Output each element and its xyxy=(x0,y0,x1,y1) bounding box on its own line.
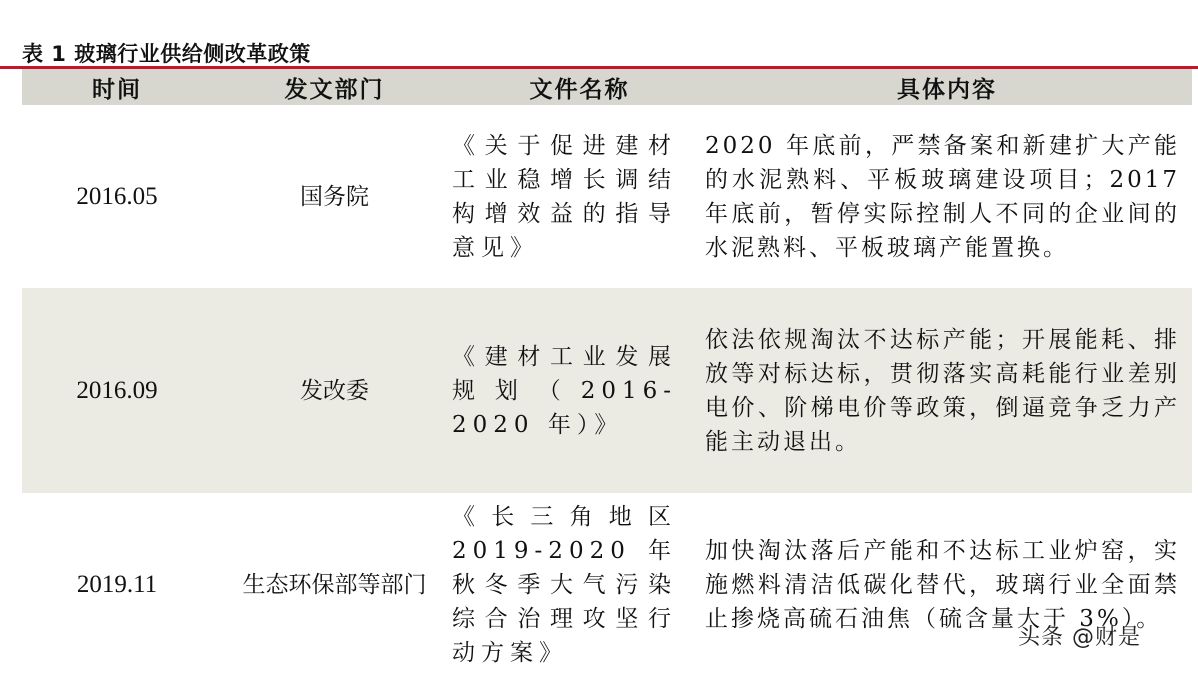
table-row xyxy=(22,288,1192,493)
cell-content: 加快淘汰落后产能和不达标工业炉窑，实施燃料清洁低碳化替代，玻璃行业全面禁止掺烧高硫石油焦（硫含量大于 3%）。 xyxy=(705,538,1180,632)
cell-document: 《关于促进建材工业稳增长调结构增效益的指导意见》 xyxy=(452,132,677,261)
cell-department: 生态环保部等部门 xyxy=(242,572,427,598)
table-caption: 表 1 玻璃行业供给侧改革政策 xyxy=(22,42,311,66)
cell-content: 依法依规淘汰不达标产能；开展能耗、排放等对标达标，贯彻落实高耗能行业差别电价、阶梯电价等政策，倒逼竞争乏力产能主动退出。 xyxy=(705,326,1180,455)
header-department: 发文部门 xyxy=(284,76,385,103)
cell-content: 2020 年底前，严禁备案和新建扩大产能的水泥熟料、平板玻璃建设项目；2017 年底前，暂停实际控制人不同的企业间的水泥熟料、平板玻璃产能置换。 xyxy=(705,132,1180,261)
cell-department: 发改委 xyxy=(300,377,369,404)
header-document: 文件名称 xyxy=(529,76,630,103)
cell-date: 2016.05 xyxy=(76,182,158,210)
cell-document: 《建材工业发展规划（2016-2020 年）》 xyxy=(452,343,677,438)
table-header xyxy=(22,69,1192,105)
cell-date: 2019.11 xyxy=(76,571,158,598)
cell-date: 2016.09 xyxy=(76,376,158,404)
header-content: 具体内容 xyxy=(897,76,997,103)
watermark: 头条 @财是 xyxy=(1018,625,1141,650)
table-row xyxy=(22,105,1192,288)
header-time: 时间 xyxy=(92,76,142,103)
cell-department: 国务院 xyxy=(300,183,369,210)
cell-document: 《长三角地区 2019-2020 年秋冬季大气污染综合治理攻坚行动方案》 xyxy=(452,504,677,666)
table-row xyxy=(22,493,1192,677)
